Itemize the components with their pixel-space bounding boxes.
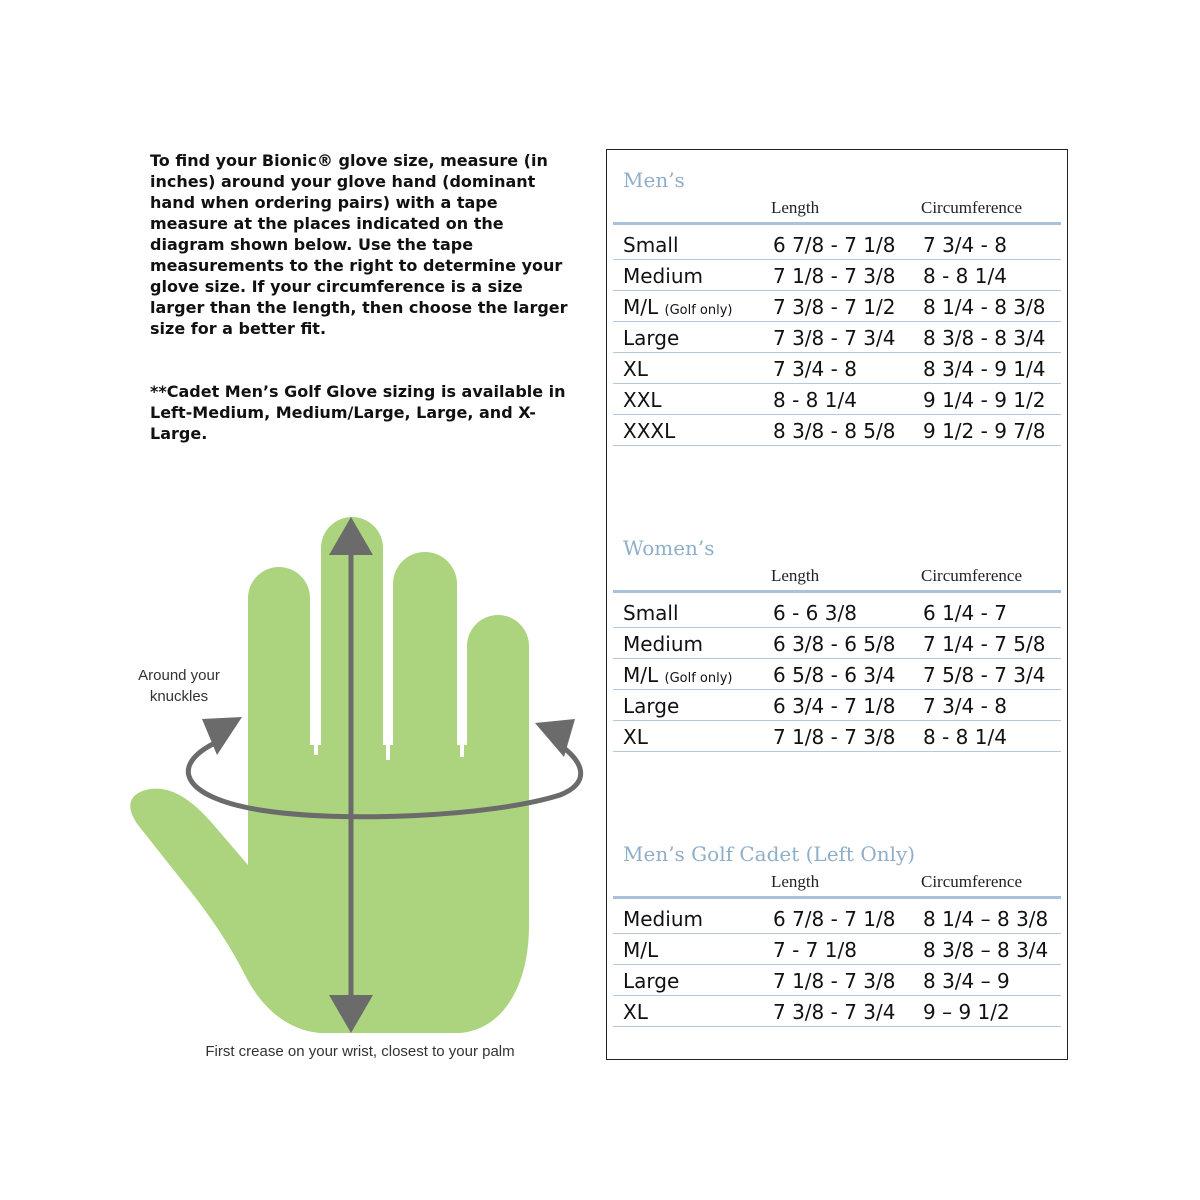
- length-cell: 6 5/8 - 6 3/4: [773, 663, 896, 687]
- hand-measurement-diagram: [120, 505, 590, 1065]
- circumference-cell: 8 - 8 1/4: [923, 264, 1007, 288]
- length-cell: 7 - 7 1/8: [773, 938, 857, 962]
- section-golf-cadet: [613, 838, 1061, 1027]
- size-cell: XXL: [623, 388, 662, 412]
- size-cell: Small: [623, 601, 679, 625]
- circumference-cell: 7 5/8 - 7 3/4: [923, 663, 1046, 687]
- instructions-text: To find your Bionic® glove size, measure (in inches) around your glove hand (dominant hand when ordering pairs) with a tape measure at the places indicated on the diagram shown below. Use the tape measurements to the right to determine your glove size. If your circumference is a size larger than the length, then choose the larger size for a better fit.: [150, 151, 568, 338]
- size-note: (Golf only): [664, 303, 733, 318]
- circumference-cell: 8 3/4 - 9 1/4: [923, 357, 1046, 381]
- circumference-header: Circumference: [921, 198, 1022, 217]
- length-cell: 7 3/4 - 8: [773, 357, 857, 381]
- size-cell: Large: [623, 694, 680, 718]
- table-row: [613, 260, 1061, 291]
- length-header: Length: [771, 566, 820, 585]
- hand-icon: [120, 505, 590, 1065]
- size-chart: [606, 149, 1068, 1060]
- size-cell: Medium: [623, 632, 703, 656]
- circumference-cell: 8 - 8 1/4: [923, 725, 1007, 749]
- table-row: [613, 415, 1061, 446]
- size-cell: Large: [623, 326, 680, 350]
- section-title: Women’s: [623, 536, 715, 560]
- circumference-cell: 8 1/4 - 8 3/8: [923, 295, 1046, 319]
- size-cell: Medium: [623, 907, 703, 931]
- table-row: [613, 690, 1061, 721]
- knuckle-label-line2: knuckles: [149, 688, 209, 705]
- circumference-header: Circumference: [921, 872, 1022, 891]
- size-cell: XL: [623, 725, 648, 749]
- table-row: [613, 597, 1061, 628]
- circumference-cell: 9 – 9 1/2: [923, 1000, 1010, 1024]
- circumference-cell: 8 3/8 - 8 3/4: [923, 326, 1046, 350]
- table-row: [613, 934, 1061, 965]
- length-cell: 7 3/8 - 7 3/4: [773, 326, 896, 350]
- length-header: Length: [771, 198, 820, 217]
- circumference-cell: 7 1/4 - 7 5/8: [923, 632, 1046, 656]
- circumference-cell: 8 3/4 – 9: [923, 969, 1010, 993]
- size-note: (Golf only): [664, 671, 733, 686]
- length-cell: 7 1/8 - 7 3/8: [773, 969, 896, 993]
- intro-text-block: [150, 150, 570, 444]
- size-cell: M/L (Golf only): [623, 663, 733, 687]
- length-cell: 7 1/8 - 7 3/8: [773, 725, 896, 749]
- length-cell: 6 - 6 3/8: [773, 601, 857, 625]
- size-cell: Large: [623, 969, 680, 993]
- circumference-header: Circumference: [921, 566, 1022, 585]
- table-row: [613, 659, 1061, 690]
- table-row: [613, 721, 1061, 752]
- circumference-cell: 8 1/4 – 8 3/8: [923, 907, 1049, 931]
- circumference-cell: 6 1/4 - 7: [923, 601, 1007, 625]
- size-cell: Small: [623, 233, 679, 257]
- circumference-cell: 9 1/4 - 9 1/2: [923, 388, 1046, 412]
- size-cell: Medium: [623, 264, 703, 288]
- cadet-note-text: **Cadet Men’s Golf Glove sizing is available in Left-Medium, Medium/Large, Large, and X-Large.: [150, 382, 566, 443]
- section-title: Men’s Golf Cadet (Left Only): [623, 842, 916, 866]
- table-row: [613, 903, 1061, 934]
- size-cell: XXXL: [623, 419, 676, 443]
- column-headers: [613, 564, 1061, 593]
- table-row: [613, 353, 1061, 384]
- section-title: Men’s: [623, 168, 685, 192]
- section-mens: [613, 164, 1061, 446]
- length-cell: 7 1/8 - 7 3/8: [773, 264, 896, 288]
- table-row: [613, 996, 1061, 1027]
- length-cell: 6 7/8 - 7 1/8: [773, 233, 896, 257]
- length-cell: 8 3/8 - 8 5/8: [773, 419, 896, 443]
- table-row: [613, 965, 1061, 996]
- circumference-cell: 7 3/4 - 8: [923, 694, 1007, 718]
- length-cell: 6 3/8 - 6 5/8: [773, 632, 896, 656]
- knuckle-label: [120, 665, 238, 707]
- length-cell: 8 - 8 1/4: [773, 388, 857, 412]
- section-womens: [613, 532, 1061, 752]
- circumference-cell: 9 1/2 - 9 7/8: [923, 419, 1046, 443]
- wrist-label: First crease on your wrist, closest to your palm: [205, 1043, 515, 1060]
- size-cell: M/L (Golf only): [623, 295, 733, 319]
- table-row: [613, 229, 1061, 260]
- length-cell: 7 3/8 - 7 1/2: [773, 295, 896, 319]
- length-cell: 6 7/8 - 7 1/8: [773, 907, 896, 931]
- length-cell: 6 3/4 - 7 1/8: [773, 694, 896, 718]
- column-headers: [613, 870, 1061, 899]
- circumference-cell: 8 3/8 – 8 3/4: [923, 938, 1049, 962]
- length-header: Length: [771, 872, 820, 891]
- length-cell: 7 3/8 - 7 3/4: [773, 1000, 896, 1024]
- size-cell: XL: [623, 1000, 648, 1024]
- table-row: [613, 322, 1061, 353]
- table-row: [613, 628, 1061, 659]
- knuckle-label-line1: Around your: [138, 667, 220, 684]
- circumference-cell: 7 3/4 - 8: [923, 233, 1007, 257]
- column-headers: [613, 196, 1061, 225]
- table-row: [613, 291, 1061, 322]
- table-row: [613, 384, 1061, 415]
- size-cell: XL: [623, 357, 648, 381]
- size-cell: M/L: [623, 938, 659, 962]
